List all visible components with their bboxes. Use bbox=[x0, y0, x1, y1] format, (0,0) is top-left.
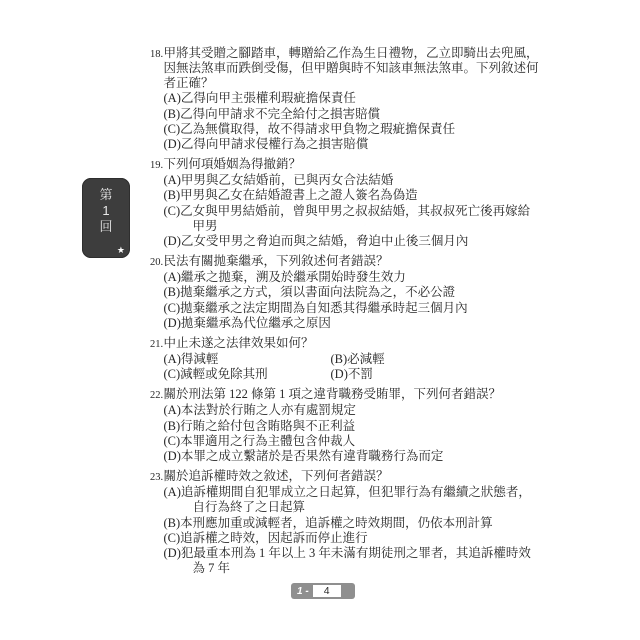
question-number: 20. bbox=[150, 257, 164, 269]
option-a: (A)乙得向甲主張權利瑕疵擔保責任 bbox=[163, 91, 356, 106]
question-number: 23. bbox=[150, 472, 164, 484]
question-number: 18. bbox=[150, 49, 164, 60]
question-stem: 關於追訴權時效之敘述，下列何者錯誤？ bbox=[163, 469, 389, 484]
option-d: (D)拋棄繼承為代位繼承之原因 bbox=[163, 315, 331, 330]
question-number: 22. bbox=[150, 390, 164, 402]
page-number: 4 bbox=[313, 585, 341, 597]
option-b: (B)行賄之給付包含賄賂與不正利益 bbox=[163, 418, 356, 433]
option-c: (C)本罪適用之行為主體包含仲裁人 bbox=[163, 433, 356, 448]
option-d: (D)本罪之成立繫諸於是否果然有違背職務行為而定 bbox=[163, 448, 444, 463]
round-tab-char-2: 1 bbox=[102, 203, 110, 218]
page-number-badge bbox=[291, 583, 355, 599]
options bbox=[164, 485, 542, 576]
round-tab-char-1: 第 bbox=[99, 187, 113, 202]
option-d: (D)犯最重本刑為 1 年以上 3 年未滿有期徒刑之罪者，其追訴權時效為 7 年 bbox=[163, 545, 531, 575]
options bbox=[164, 173, 542, 249]
round-tab-label bbox=[82, 187, 130, 235]
chapter-prefix: 1 - bbox=[297, 585, 309, 597]
option-a: (A)甲男與乙女結婚前，已與丙女合法結婚 bbox=[163, 173, 394, 188]
question-stem: 中止未遂之法律效果如何？ bbox=[163, 335, 314, 350]
question-22 bbox=[150, 387, 541, 464]
option-a: (A)追訴權期間自犯罪成立之日起算，但犯罪行為有繼續之狀態者，自行為終了之日起算 bbox=[163, 485, 531, 515]
round-1-tab bbox=[82, 178, 130, 258]
option-c: (C)減輕或免除其刑 bbox=[163, 367, 268, 382]
option-a: (A)得減輕 bbox=[163, 351, 219, 366]
question-number: 21. bbox=[150, 338, 164, 350]
question-21 bbox=[150, 336, 541, 382]
question-stem: 民法有關拋棄繼承，下列敘述何者錯誤？ bbox=[163, 254, 389, 269]
option-d: (D)乙得向甲請求侵權行為之損害賠償 bbox=[163, 136, 369, 151]
option-a: (A)本法對於行賄之人亦有處罰規定 bbox=[163, 403, 356, 418]
question-20 bbox=[150, 254, 541, 331]
question-list bbox=[150, 46, 541, 581]
options bbox=[164, 270, 542, 331]
question-18 bbox=[150, 46, 541, 152]
star-icon: ★ bbox=[116, 245, 125, 255]
option-b: (B)本刑應加重或減輕者，追訴權之時效期間，仍依本刑計算 bbox=[163, 515, 493, 530]
options bbox=[164, 91, 542, 152]
option-b: (B)乙得向甲請求不完全給付之損害賠償 bbox=[163, 106, 381, 121]
options bbox=[164, 403, 542, 464]
question-stem: 關於刑法第 122 條第 1 項之違背職務受賄罪，下列何者錯誤？ bbox=[163, 387, 502, 402]
option-c: (C)拋棄繼承之法定期間為自知悉其得繼承時起三個月內 bbox=[163, 300, 468, 315]
question-23 bbox=[150, 469, 541, 576]
question-stem: 下列何項婚姻為得撤銷？ bbox=[163, 157, 302, 172]
option-c: (C)乙女與甲男結婚前，曾與甲男之叔叔結婚，其叔叔死亡後再嫁給甲男 bbox=[163, 203, 531, 233]
option-b: (B)拋棄繼承之方式，須以書面向法院為之，不必公證 bbox=[163, 285, 456, 300]
options bbox=[164, 352, 542, 382]
option-c: (C)追訴權之時效，因起訴而停止進行 bbox=[163, 530, 368, 545]
question-19 bbox=[150, 157, 541, 249]
option-c: (C)乙為無償取得，故不得請求甲負物之瑕疵擔保責任 bbox=[163, 121, 456, 136]
option-d: (D)不罰 bbox=[330, 367, 373, 382]
round-tab-char-3: 回 bbox=[99, 219, 113, 234]
question-stem: 甲將其受贈之腳踏車，轉贈給乙作為生日禮物，乙立即騎出去兜風，因無法煞車而跌倒受傷，但甲贈與時不知該車無法煞車。下列敘述何者正確？ bbox=[163, 46, 539, 91]
option-d: (D)乙女受甲男之脅迫而與之結婚，脅迫中止後三個月內 bbox=[163, 233, 469, 248]
option-a: (A)繼承之拋棄，溯及於繼承開始時發生效力 bbox=[163, 270, 406, 285]
option-b: (B)必減輕 bbox=[330, 351, 385, 366]
option-b: (B)甲男與乙女在結婚證書上之證人簽名為偽造 bbox=[163, 188, 418, 203]
question-number: 19. bbox=[150, 160, 164, 172]
